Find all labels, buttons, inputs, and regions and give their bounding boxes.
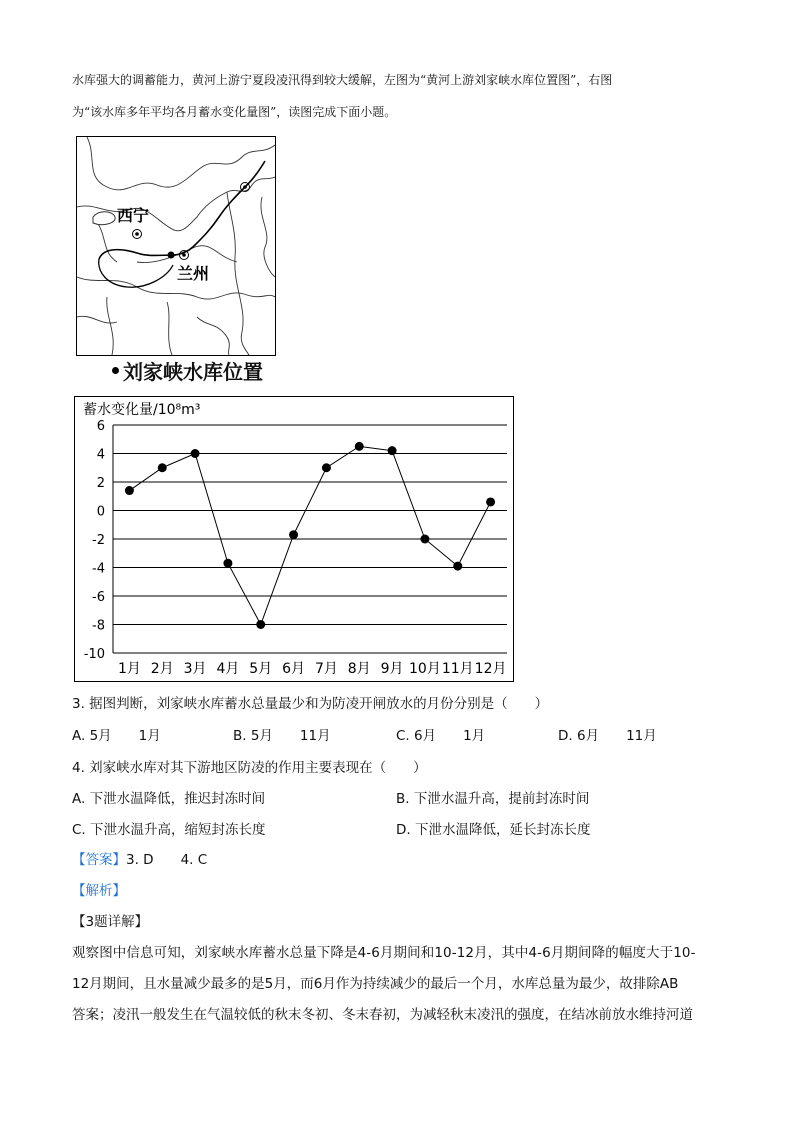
data-point (158, 463, 167, 472)
data-point (388, 446, 397, 455)
intro-line-1: 水库强大的调蓄能力，黄河上游宁夏段凌汛得到较大缓解，左图为“黄河上游刘家峡水库位置图”，右图 (72, 73, 613, 87)
x-tick-label: 6月 (282, 661, 306, 677)
x-tick-label: 11月 (441, 661, 474, 677)
answer-tag: 【答案】 (72, 852, 126, 868)
analysis-line-1: 观察图中信息可知，刘家峡水库蓄水总量下降是4-6月期间和10-12月，其中4-6月期间降的幅度大于10- (72, 945, 696, 961)
analysis-tag-label: 【解析】 (72, 883, 126, 899)
answer-text: 3. D 4. C (126, 852, 208, 868)
x-tick-label: 9月 (380, 661, 404, 677)
x-tick-label: 12月 (474, 661, 507, 677)
question-4-stem: 4. 刘家峡水库对其下游地区防凌的作用主要表现在（ ） (72, 760, 427, 776)
chart-canvas (75, 397, 513, 681)
map-legend-label: 刘家峡水库位置 (123, 360, 263, 384)
y-tick-label: -4 (92, 561, 105, 577)
q4-option-a: A. 下泄水温降低，推迟封冻时间 (72, 791, 266, 807)
y-tick-label: -2 (92, 533, 105, 548)
x-tick-label: 10月 (409, 661, 441, 677)
city-label-xining: 西宁 (117, 206, 150, 225)
y-tick-label: 2 (96, 476, 105, 491)
q3-option-d: D. 6月 11月 (558, 728, 657, 744)
q3-option-b: B. 5月 11月 (233, 728, 331, 744)
y-tick-label: -8 (92, 618, 105, 634)
x-tick-label: 5月 (249, 661, 273, 677)
data-point (486, 497, 495, 506)
x-tick-label: 4月 (216, 661, 240, 677)
x-tick-label: 3月 (183, 661, 207, 677)
reservoir-dot-icon (112, 367, 119, 374)
y-axis-label: 蓄水变化量/10⁸m³ (83, 402, 201, 418)
answer-line (72, 848, 207, 868)
data-point (125, 486, 134, 495)
data-point (322, 463, 331, 472)
city-label-lanzhou: 兰州 (177, 264, 210, 283)
y-tick-label: -6 (92, 590, 105, 605)
analysis-tag (72, 879, 126, 899)
intro-line-2: 为“该水库多年平均各月蓄水变化量图”，读图完成下面小题。 (72, 105, 397, 119)
q4-option-c: C. 下泄水温升高，缩短封冻长度 (72, 822, 266, 838)
reservoir-location-map (76, 136, 276, 356)
question-3-stem: 3. 据图判断，刘家峡水库蓄水总量最少和为防凌开闸放水的月份分别是（ ） (72, 696, 549, 712)
data-point (191, 449, 200, 458)
x-tick-label: 2月 (150, 661, 174, 677)
q3-option-c: C. 6月 1月 (396, 728, 486, 744)
storage-change-chart (74, 396, 514, 682)
data-point (355, 442, 364, 451)
x-tick-label: 8月 (347, 661, 371, 677)
data-point (289, 530, 298, 539)
reservoir-marker (168, 252, 175, 259)
data-point (453, 562, 462, 571)
y-tick-label: 6 (96, 419, 105, 434)
map-lines (77, 137, 275, 355)
map-legend (112, 356, 263, 385)
analysis-line-3: 答案；凌汛一般发生在气温较低的秋末冬初、冬末春初，为减轻秋末凌汛的强度，在结冰前放水维持河道 (72, 1007, 693, 1023)
y-tick-label: 4 (96, 447, 105, 463)
data-point (420, 535, 429, 544)
q4-option-b: B. 下泄水温升高，提前封冻时间 (396, 791, 590, 807)
analysis-heading: 【3题详解】 (72, 914, 149, 930)
y-tick-label: 0 (96, 504, 105, 520)
x-tick-label: 1月 (117, 661, 141, 677)
series-line (129, 446, 490, 624)
q3-option-a: A. 5月 1月 (72, 728, 161, 744)
x-tick-label: 7月 (314, 661, 338, 677)
q4-option-d: D. 下泄水温降低，延长封冻长度 (396, 822, 591, 838)
intro-paragraph (72, 64, 712, 128)
data-point (223, 559, 232, 568)
data-point (256, 620, 265, 629)
analysis-line-2: 12月期间，且水量减少最多的是5月，而6月作为持续减少的最后一个月，水库总量为最少，故排除AB (72, 976, 679, 992)
y-tick-label: -10 (83, 647, 105, 662)
